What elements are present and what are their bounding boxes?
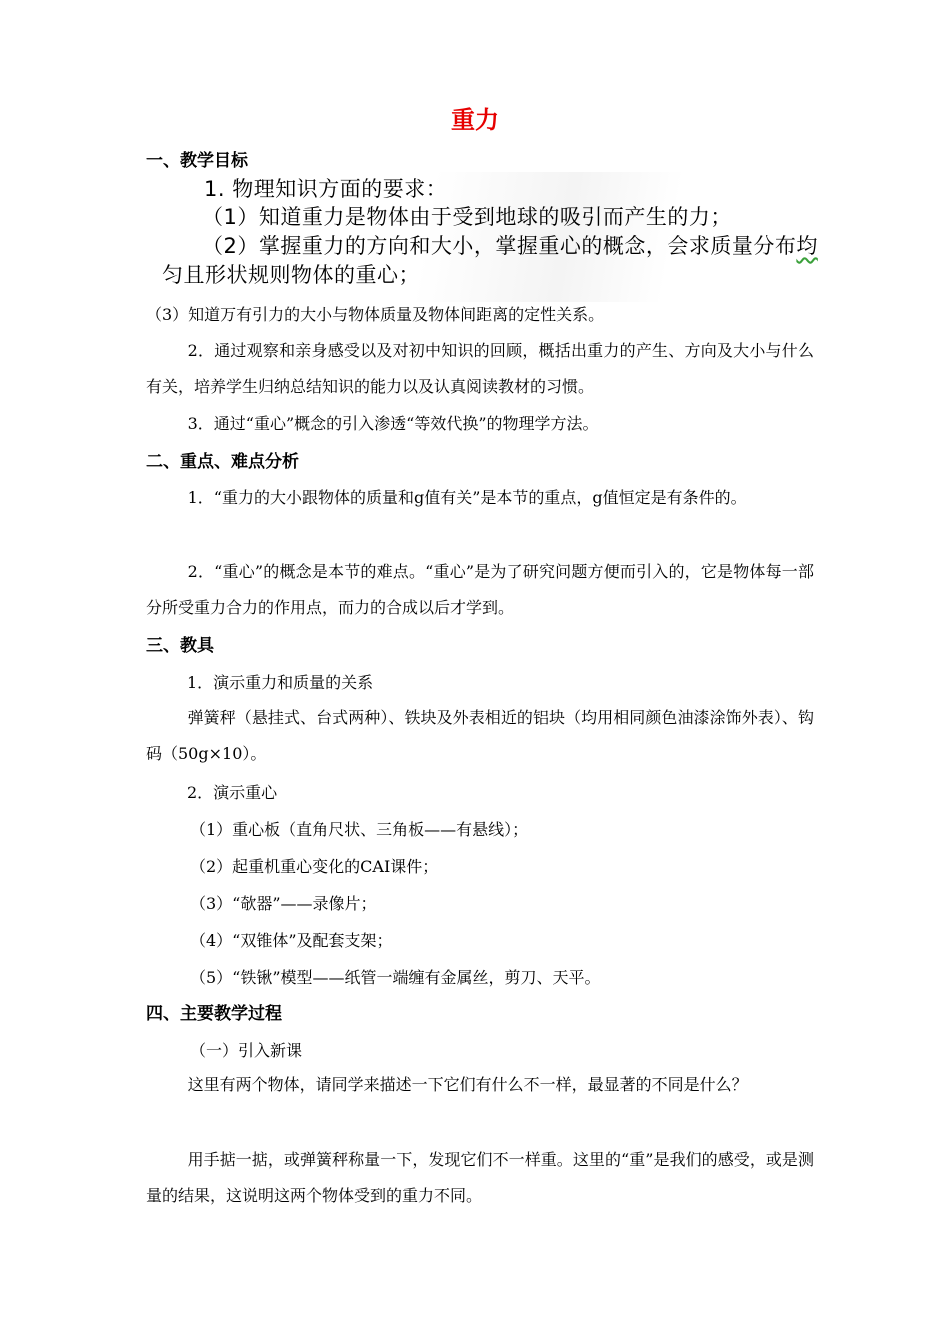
scan-line-4: 匀且形状规则物体的重心； xyxy=(162,263,420,287)
page-title: 重力 xyxy=(451,106,499,134)
equipment-item-1: （1）重心板（直角尺状、三角板——有悬线）； xyxy=(190,820,529,839)
equipment-paragraph-1: 弹簧秤（悬挂式、台式两种）、铁块及外表相近的铝块（均用相同颜色油漆涂饰外表）、钩码（50g×10）。 xyxy=(146,708,814,763)
key-point-paragraph-1: 1．“重力的大小跟物体的质量和g值有关”是本节的重点，g值恒定是有条件的。 xyxy=(187,488,747,507)
section-heading-equipment: 三、教具 xyxy=(146,636,214,656)
key-point-paragraph-2: 2．“重心”的概念是本节的难点。“重心”是为了研究问题方便而引入的，它是物体每一部分所受重力合力的作用点，而力的合成以后才学到。 xyxy=(146,562,814,617)
section-heading-process: 四、主要教学过程 xyxy=(146,1004,282,1024)
equipment-item-5: （5）“铁锹”模型——纸管一端缠有金属丝，剪刀、天平。 xyxy=(190,968,601,987)
scan-line-2: （1）知道重力是物体由于受到地球的吸引而产生的力； xyxy=(202,205,732,229)
equipment-item-3: （3）“欹器”——录像片； xyxy=(190,894,377,913)
process-line-1: （一）引入新课 xyxy=(190,1041,303,1060)
process-paragraph-1: 这里有两个物体，请同学来描述一下它们有什么不一样，最显著的不同是什么？ xyxy=(187,1075,748,1094)
section-heading-objectives: 一、教学目标 xyxy=(146,151,248,171)
scan-line-3: （2）掌握重力的方向和大小，掌握重心的概念，会求质量分布均 xyxy=(202,234,818,258)
equipment-item-2: （2）起重机重心变化的CAI课件； xyxy=(190,857,439,876)
equipment-item-4: （4）“双锥体”及配套支架； xyxy=(190,931,393,950)
equipment-line-1: 1．演示重力和质量的关系 xyxy=(187,673,374,692)
process-paragraph-2: 用手掂一掂，或弹簧秤称量一下，发现它们不一样重。这里的“重”是我们的感受，或是测量的结果，这说明这两个物体受到的重力不同。 xyxy=(146,1150,814,1205)
section-heading-key-points: 二、重点、难点分析 xyxy=(146,452,299,472)
scan-line-1: 1. 物理知识方面的要求： xyxy=(204,177,448,201)
equipment-line-2: 2．演示重心 xyxy=(187,783,278,802)
objective-paragraph-2: 2．通过观察和亲身感受以及对初中知识的回顾，概括出重力的产生、方向及大小与什么有关，培养学生归纳总结知识的能力以及认真阅读教材的习惯。 xyxy=(146,341,814,396)
objective-paragraph-3: 3．通过“重心”概念的引入渗透“等效代换”的物理学方法。 xyxy=(187,414,599,433)
objective-item-3: （3）知道万有引力的大小与物体质量及物体间距离的定性关系。 xyxy=(146,305,605,324)
